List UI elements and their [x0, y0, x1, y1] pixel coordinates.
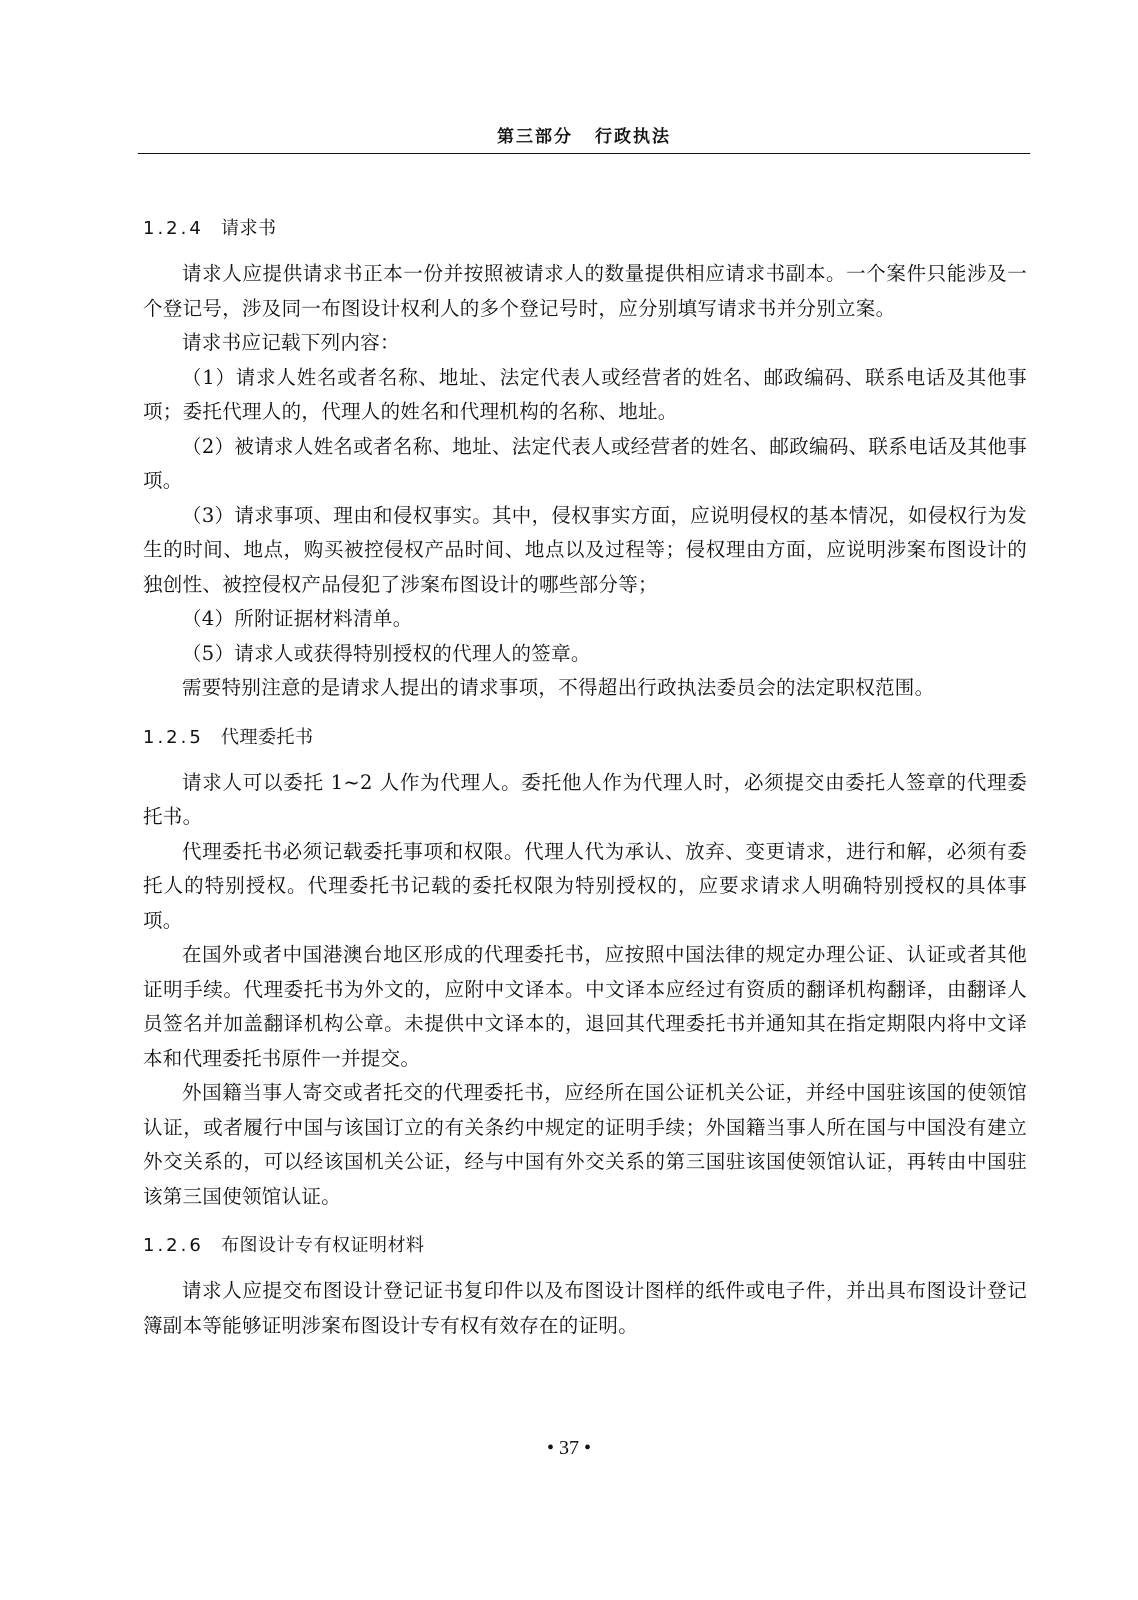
section-1-2-5 — [143, 722, 1027, 1215]
list-item: （5）请求人或获得特别授权的代理人的签章。 — [182, 641, 591, 665]
paragraph: 在国外或者中国港澳台地区形成的代理委托书，应按照中国法律的规定办理公证、认证或者其他证明手续。代理委托书为外文的，应附中文译本。中文译本应经过有资质的翻译机构翻译，由翻译人员签名并加盖翻译机构公章。未提供中文译本的，退回其代理委托书并通知其在指定期限内将中文译本和代理委托书原件一并提交。 — [143, 943, 1027, 1070]
section-number: 1.2.6 — [143, 1235, 204, 1256]
section-title: 请求书 — [221, 218, 277, 239]
list-item: （2）被请求人姓名或者名称、地址、法定代表人或经营者的姓名、邮政编码、联系电话及其他事项。 — [143, 434, 1027, 492]
paragraph: 代理委托书必须记载委托事项和权限。代理人代为承认、放弃、变更请求，进行和解，必须有委托人的特别授权。代理委托书记载的委托权限为特别授权的，应要求请求人明确特别授权的具体事项。 — [143, 839, 1027, 932]
running-header — [138, 122, 1030, 147]
section-1-2-6 — [143, 1230, 1027, 1343]
section-number: 1.2.4 — [143, 218, 204, 239]
paragraph: 请求人可以委托 1~2 人作为代理人。委托他人作为代理人时，必须提交由委托人签章的代理委托书。 — [143, 770, 1027, 828]
paragraph: 请求人应提供请求书正本一份并按照被请求人的数量提供相应请求书副本。一个案件只能涉及一个登记号，涉及同一布图设计权利人的多个登记号时，应分别填写请求书并分别立案。 — [143, 262, 1027, 320]
body-content — [143, 213, 1027, 1359]
header-title: 行政执法 — [595, 127, 671, 147]
list-item: （3）请求事项、理由和侵权事实。其中，侵权事实方面，应说明侵权的基本情况，如侵权行为发生的时间、地点，购买被控侵权产品时间、地点以及过程等；侵权理由方面，应说明涉案布图设计的独创性、被控侵权产品侵犯了涉案布图设计的哪些部分等； — [143, 503, 1027, 596]
paragraph: 需要特别注意的是请求人提出的请求事项，不得超出行政执法委员会的法定职权范围。 — [182, 676, 935, 699]
header-part: 第三部分 — [497, 127, 573, 147]
list-item: （4）所附证据材料清单。 — [182, 607, 413, 630]
section-title: 布图设计专有权证明材料 — [221, 1235, 425, 1256]
section-number: 1.2.5 — [143, 726, 204, 748]
list-item: （1）请求人姓名或者名称、地址、法定代表人或经营者的姓名、邮政编码、联系电话及其他事项；委托代理人的，代理人的姓名和代理机构的名称、地址。 — [143, 365, 1027, 423]
section-heading — [143, 1230, 1027, 1262]
section-heading — [143, 722, 1027, 754]
paragraph: 请求人应提交布图设计登记证书复印件以及布图设计图样的纸件或电子件，并出具布图设计登记簿副本等能够证明涉案布图设计专有权有效存在的证明。 — [143, 1279, 1027, 1337]
section-heading — [143, 213, 1027, 245]
section-title: 代理委托书 — [221, 726, 314, 748]
paragraph: 请求书应记载下列内容： — [182, 331, 400, 354]
page-number: • 37 • — [546, 1437, 591, 1459]
paragraph: 外国籍当事人寄交或者托交的代理委托书，应经所在国公证机关公证，并经中国驻该国的使领馆认证，或者履行中国与该国订立的有关条约中规定的证明手续；外国籍当事人所在国与中国没有建立外交关系的，可以经该国机关公证，经与中国有外交关系的第三国驻该国使领馆认证，再转由中国驻该第三国使领馆认证。 — [143, 1081, 1027, 1208]
header-rule — [138, 153, 1030, 154]
section-1-2-4 — [143, 213, 1027, 706]
